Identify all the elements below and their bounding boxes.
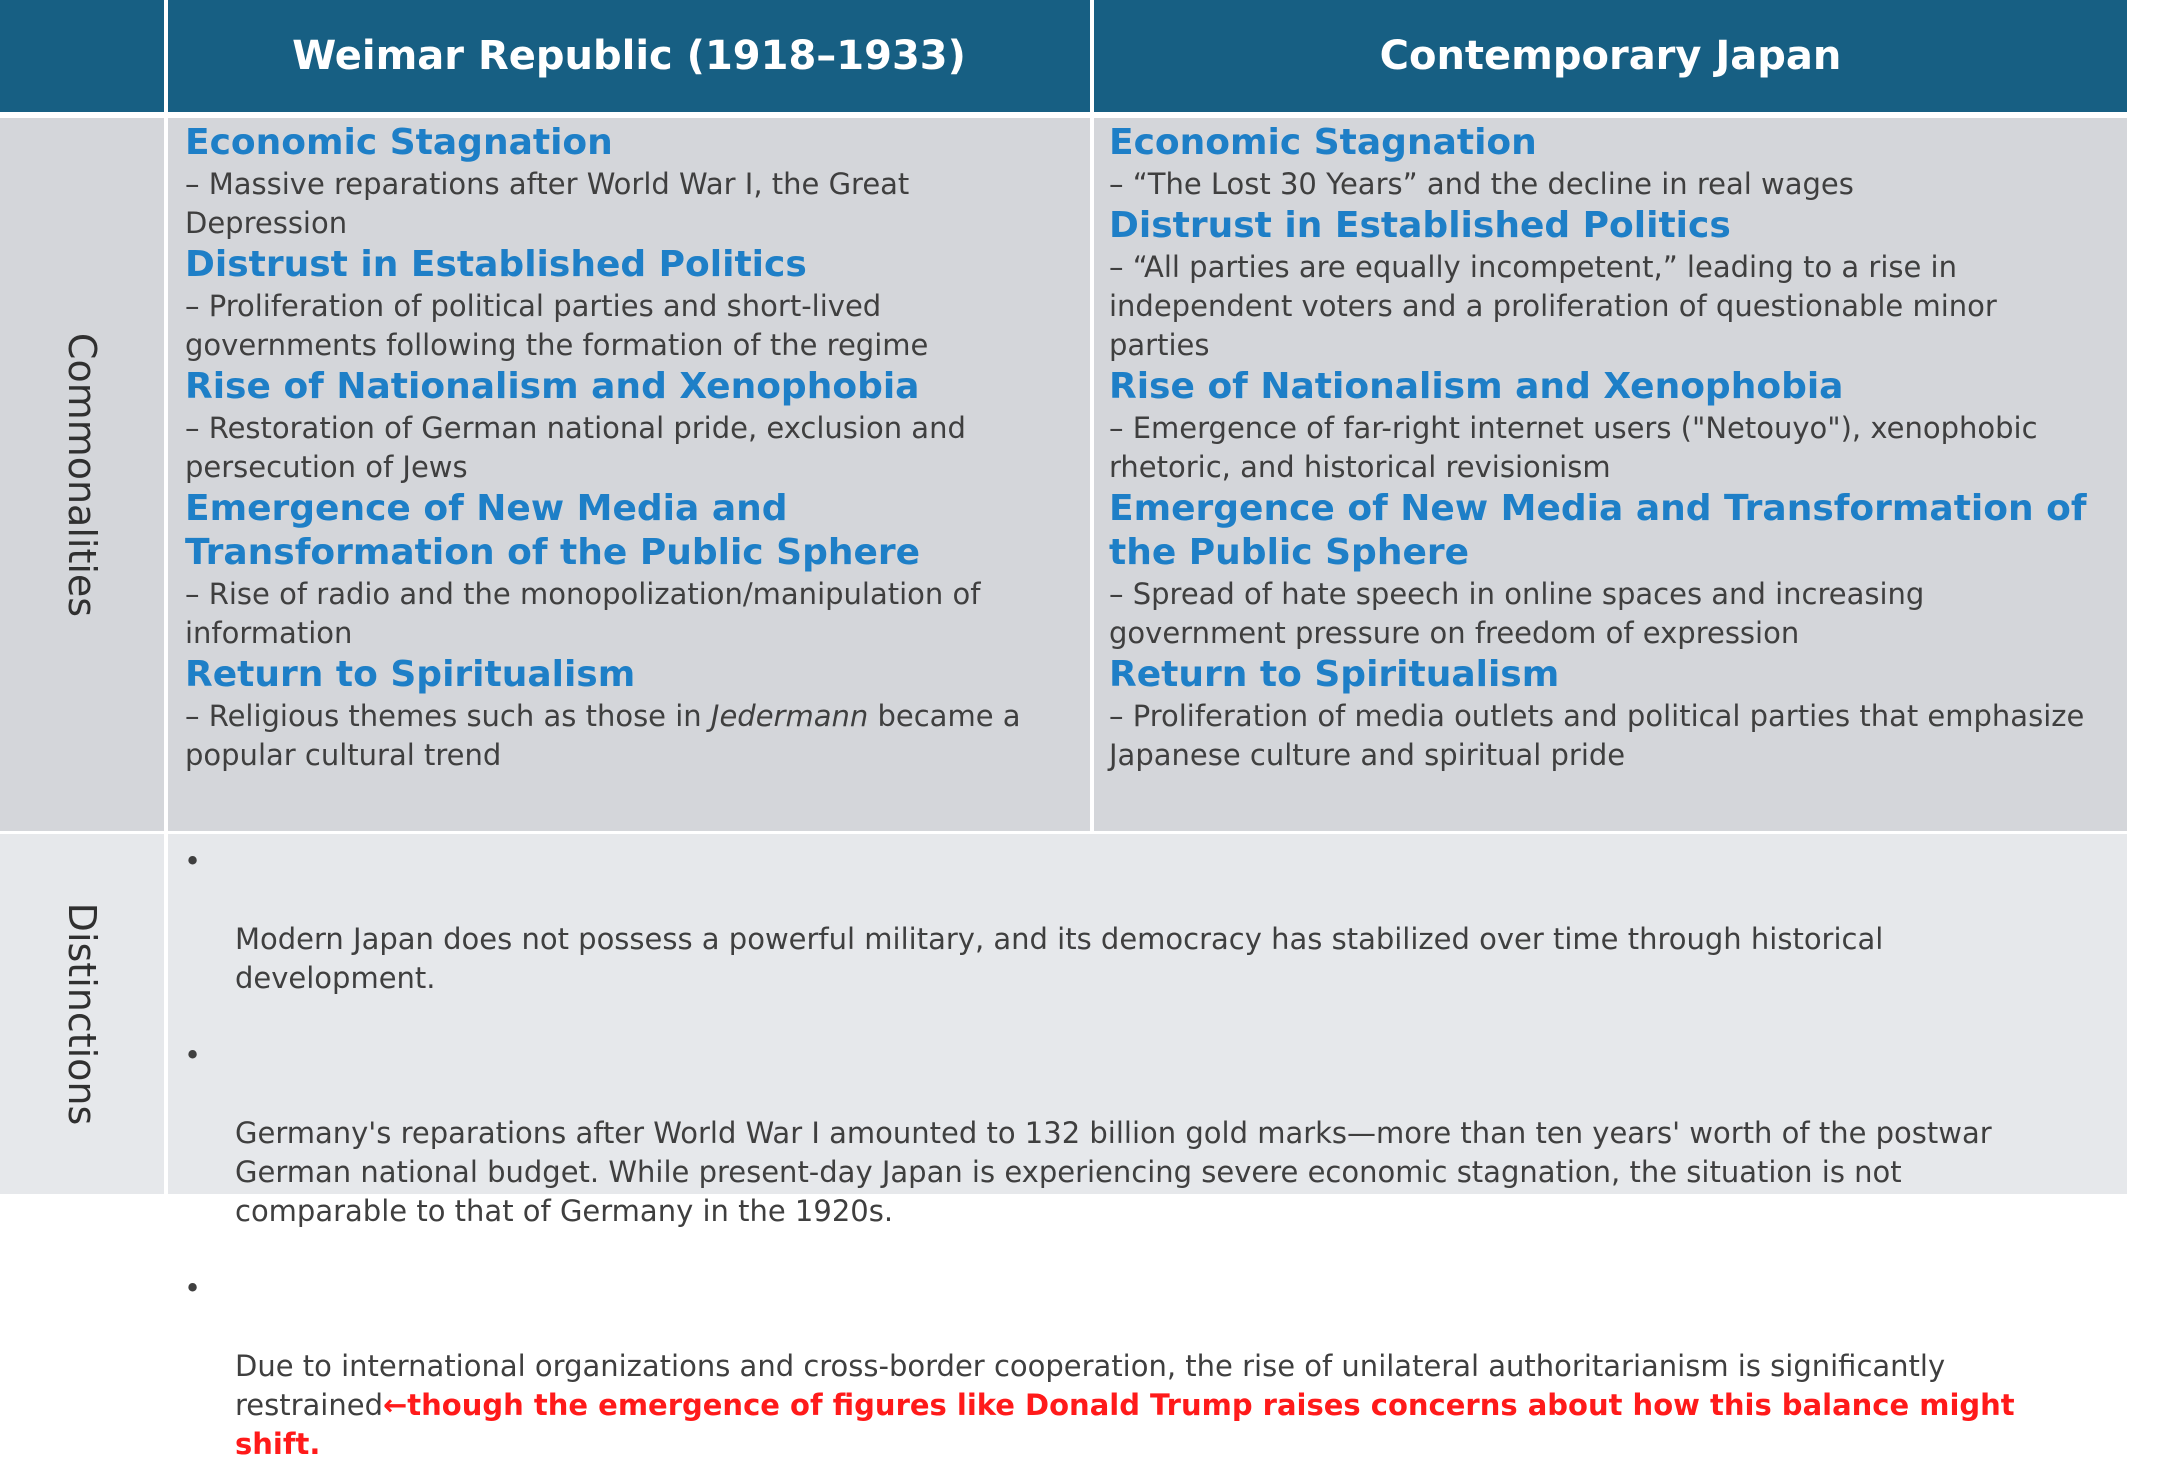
header-japan-cell: [1094, 0, 2127, 112]
header-corner-cell: [0, 0, 164, 112]
trump-concern-note: ←though the emergence of figures like Donald Trump raises concerns about how this balance might shift.: [235, 1388, 2015, 1461]
distinction-text-military: Modern Japan does not possess a powerful military, and its democracy has stabilized over time through historical development.: [235, 922, 1884, 995]
distinction-item-international: [168, 1269, 2107, 1464]
japan-commonalities-cell: [1094, 118, 2127, 831]
japan-desc-economic-stagnation: – “The Lost 30 Years” and the decline in real wages: [1109, 167, 1854, 201]
japan-topic-distrust-politics: Distrust in Established Politics: [1109, 205, 1731, 246]
weimar-desc-distrust-politics: – Proliferation of political parties and short-lived governments following the formation of the regime: [185, 289, 929, 362]
weimar-topic-spiritualism: Return to Spiritualism: [185, 654, 636, 695]
weimar-topic-distrust-politics: Distrust in Established Politics: [185, 244, 807, 285]
distinctions-label: Distinctions: [60, 902, 104, 1126]
distinction-text-reparations: Germany's reparations after World War I amounted to 132 billion gold marks—more than ten years' worth of the postwar German national budget. While present-day Japan is experiencing severe economic stagnation, the situation is not comparable to that of Germany in the 1920s.: [235, 1116, 1992, 1228]
bullet-dot-icon: •: [184, 844, 202, 878]
japan-desc-distrust-politics: – “All parties are equally incompetent,” leading to a rise in independent voters and a proliferation of questionable minor parties: [1109, 250, 1997, 362]
weimar-topic-economic-stagnation: Economic Stagnation: [185, 122, 613, 163]
weimar-desc-spiritualism-part1: – Religious themes such as those in: [185, 699, 711, 733]
japan-topic-spiritualism: Return to Spiritualism: [1109, 654, 1560, 695]
weimar-desc-new-media: – Rise of radio and the monopolization/manipulation of information: [185, 577, 981, 650]
distinctions-list: [168, 842, 2107, 1464]
weimar-commonalities-cell: [168, 118, 1090, 831]
distinctions-cell: [168, 834, 2127, 1461]
japan-topic-nationalism: Rise of Nationalism and Xenophobia: [1109, 366, 1844, 407]
bullet-dot-icon: •: [184, 1271, 202, 1305]
distinction-item-reparations: [168, 1036, 2107, 1231]
commonalities-label: Commonalities: [60, 332, 104, 617]
weimar-desc-nationalism: – Restoration of German national pride, exclusion and persecution of Jews: [185, 411, 966, 484]
weimar-desc-spiritualism-part2: became a popular cultural trend: [185, 699, 1021, 772]
japan-desc-new-media: – Spread of hate speech in online spaces and increasing government pressure on freedom of expression: [1109, 577, 1925, 650]
commonalities-row-label-cell: [0, 118, 164, 831]
japan-topic-new-media: Emergence of New Media and Transformation of the Public Sphere: [1109, 488, 2087, 573]
header-weimar-cell: [168, 0, 1090, 112]
weimar-topic-new-media: Emergence of New Media and Transformation of the Public Sphere: [185, 488, 921, 573]
japan-desc-spiritualism: – Proliferation of media outlets and political parties that emphasize Japanese culture and spiritual pride: [1109, 699, 2085, 772]
weimar-desc-economic-stagnation: – Massive reparations after World War I, the Great Depression: [185, 167, 910, 240]
bullet-dot-icon: •: [184, 1038, 202, 1072]
japan-desc-nationalism: – Emergence of far-right internet users ("Netouyo"), xenophobic rhetoric, and historical revisionism: [1109, 411, 2038, 484]
weimar-topic-nationalism: Rise of Nationalism and Xenophobia: [185, 366, 920, 407]
header-weimar-title: Weimar Republic (1918–1933): [292, 33, 966, 79]
jedermann-title: Jedermann: [710, 699, 869, 733]
weimar-desc-spiritualism: [185, 697, 1080, 775]
japan-topic-economic-stagnation: Economic Stagnation: [1109, 122, 1537, 163]
distinction-text-international: Due to international organizations and cross-border cooperation, the rise of unilateral authoritarianism is significantly restrained: [235, 1349, 1946, 1422]
distinctions-row-label-cell: [0, 834, 164, 1194]
header-japan-title: Contemporary Japan: [1379, 33, 1842, 79]
distinction-item-military: [168, 842, 2107, 998]
